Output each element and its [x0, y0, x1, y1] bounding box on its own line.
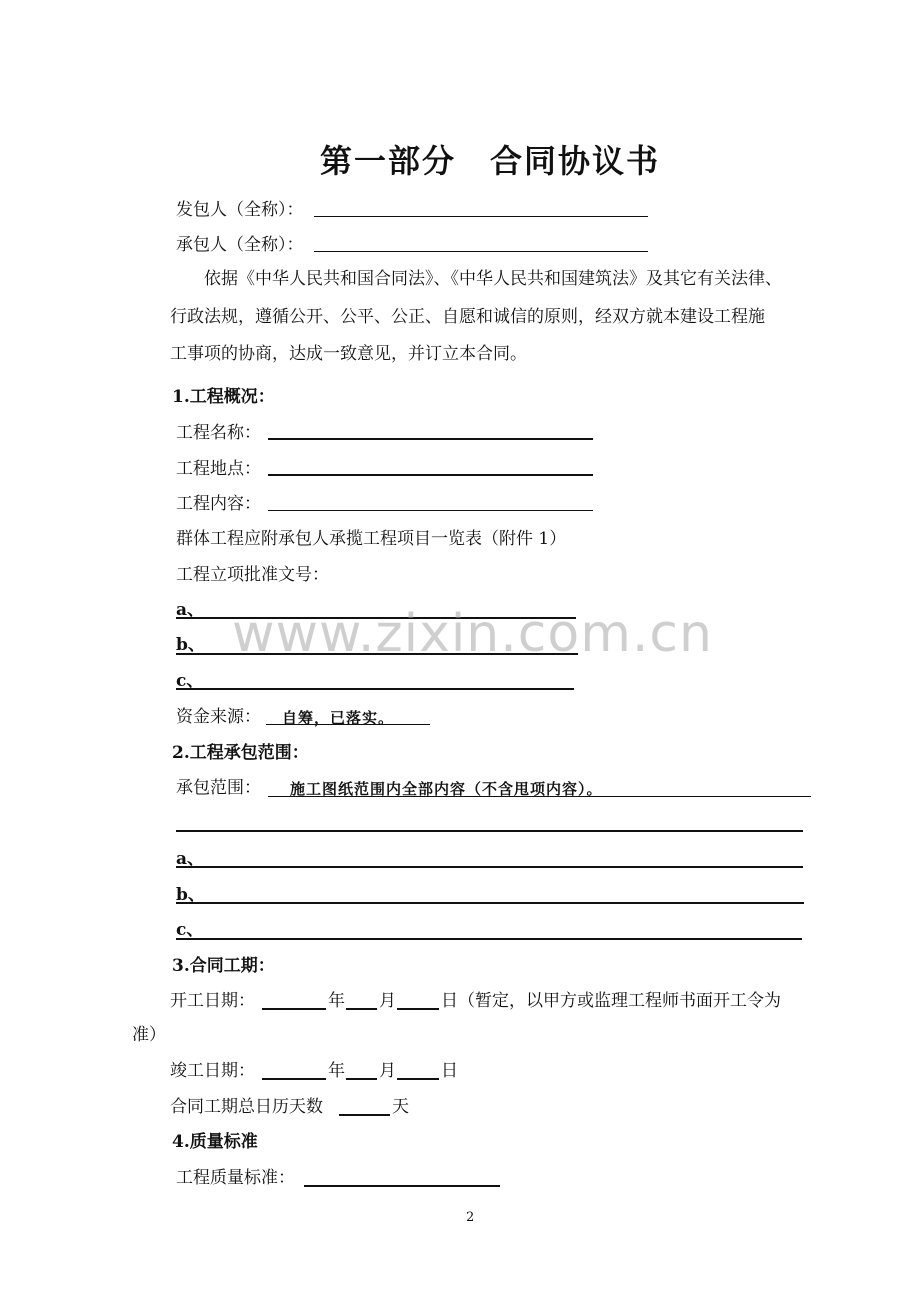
approval-item-c-line: [176, 688, 574, 690]
approval-item-b: b、: [176, 635, 205, 655]
section-3-heading: 3.合同工期：: [172, 956, 275, 976]
scope-item-c: c、: [176, 920, 204, 940]
project-location-label: 工程地点：: [176, 459, 261, 479]
start-year-blank: [262, 1008, 326, 1010]
total-days-label: 合同工期总日历天数: [170, 1097, 323, 1117]
approval-number-label: 工程立项批准文号：: [176, 565, 329, 585]
start-date-note-cont: 准）: [132, 1025, 166, 1045]
quality-standard-label: 工程质量标准：: [176, 1168, 295, 1188]
scope-value: 施工图纸范围内全部内容（不含甩项内容）。: [290, 780, 603, 798]
approval-item-c: c、: [176, 671, 204, 691]
project-content-label: 工程内容：: [176, 494, 261, 514]
intro-line-2: 行政法规，遵循公开、公平、公正、自愿和诚信的原则，经双方就本建设工程施: [170, 307, 765, 327]
scope-item-b-line: [176, 902, 804, 904]
section-2-heading: 2.工程承包范围：: [172, 743, 309, 763]
scope-item-c-line: [176, 938, 802, 940]
end-year-unit: 年: [328, 1061, 345, 1081]
page-number: 2: [466, 1210, 475, 1225]
scope-item-a-line: [176, 866, 803, 868]
funding-source-line: [266, 724, 430, 725]
total-days-unit: 天: [392, 1097, 409, 1117]
group-project-note: 群体工程应附承包人承揽工程项目一览表（附件 1）: [176, 529, 567, 549]
page-title: 第一部分 合同协议书: [319, 142, 660, 180]
end-day-blank: [397, 1078, 439, 1080]
project-location-blank-line: [268, 474, 593, 476]
funding-source-value: 自筹，已落实。: [282, 709, 395, 727]
end-year-blank: [262, 1078, 326, 1080]
project-name-label: 工程名称：: [176, 423, 261, 443]
start-day-blank: [397, 1008, 439, 1010]
employer-label: 发包人（全称）：: [176, 200, 304, 220]
total-days-blank: [339, 1114, 390, 1116]
approval-item-a: a、: [176, 600, 205, 620]
scope-label: 承包范围：: [176, 778, 261, 798]
start-year-unit: 年: [328, 991, 345, 1011]
project-content-blank-line: [268, 510, 593, 511]
funding-source-label: 资金来源：: [176, 707, 261, 727]
intro-line-3: 工事项的协商，达成一致意见，并订立本合同。: [170, 344, 527, 364]
end-day-unit: 日: [441, 1061, 458, 1081]
end-month-unit: 月: [379, 1061, 396, 1081]
quality-standard-blank-line: [304, 1185, 500, 1187]
project-name-blank-line: [268, 438, 593, 440]
intro-line-1: 依据《中华人民共和国合同法》、《中华人民共和国建筑法》及其它有关法律、: [204, 269, 782, 289]
completion-date-label: 竣工日期：: [170, 1061, 255, 1081]
start-date-note: （暂定，以甲方或监理工程师书面开工令为: [458, 991, 781, 1011]
contractor-blank-line: [314, 251, 648, 252]
start-day-unit: 日: [441, 991, 458, 1011]
section-4-heading: 4.质量标准: [172, 1132, 258, 1152]
watermark: www.zixin.com.cn: [232, 604, 713, 664]
end-month-blank: [346, 1078, 377, 1080]
section-1-heading: 1.工程概况：: [172, 387, 275, 407]
scope-line-2: [176, 830, 803, 832]
employer-blank-line: [314, 216, 648, 217]
scope-line: [268, 796, 811, 797]
start-month-blank: [346, 1008, 377, 1010]
start-date-label: 开工日期：: [170, 991, 255, 1011]
scope-item-a: a、: [176, 849, 205, 869]
scope-item-b: b、: [176, 885, 205, 905]
contractor-label: 承包人（全称）：: [176, 235, 304, 255]
start-month-unit: 月: [379, 991, 396, 1011]
